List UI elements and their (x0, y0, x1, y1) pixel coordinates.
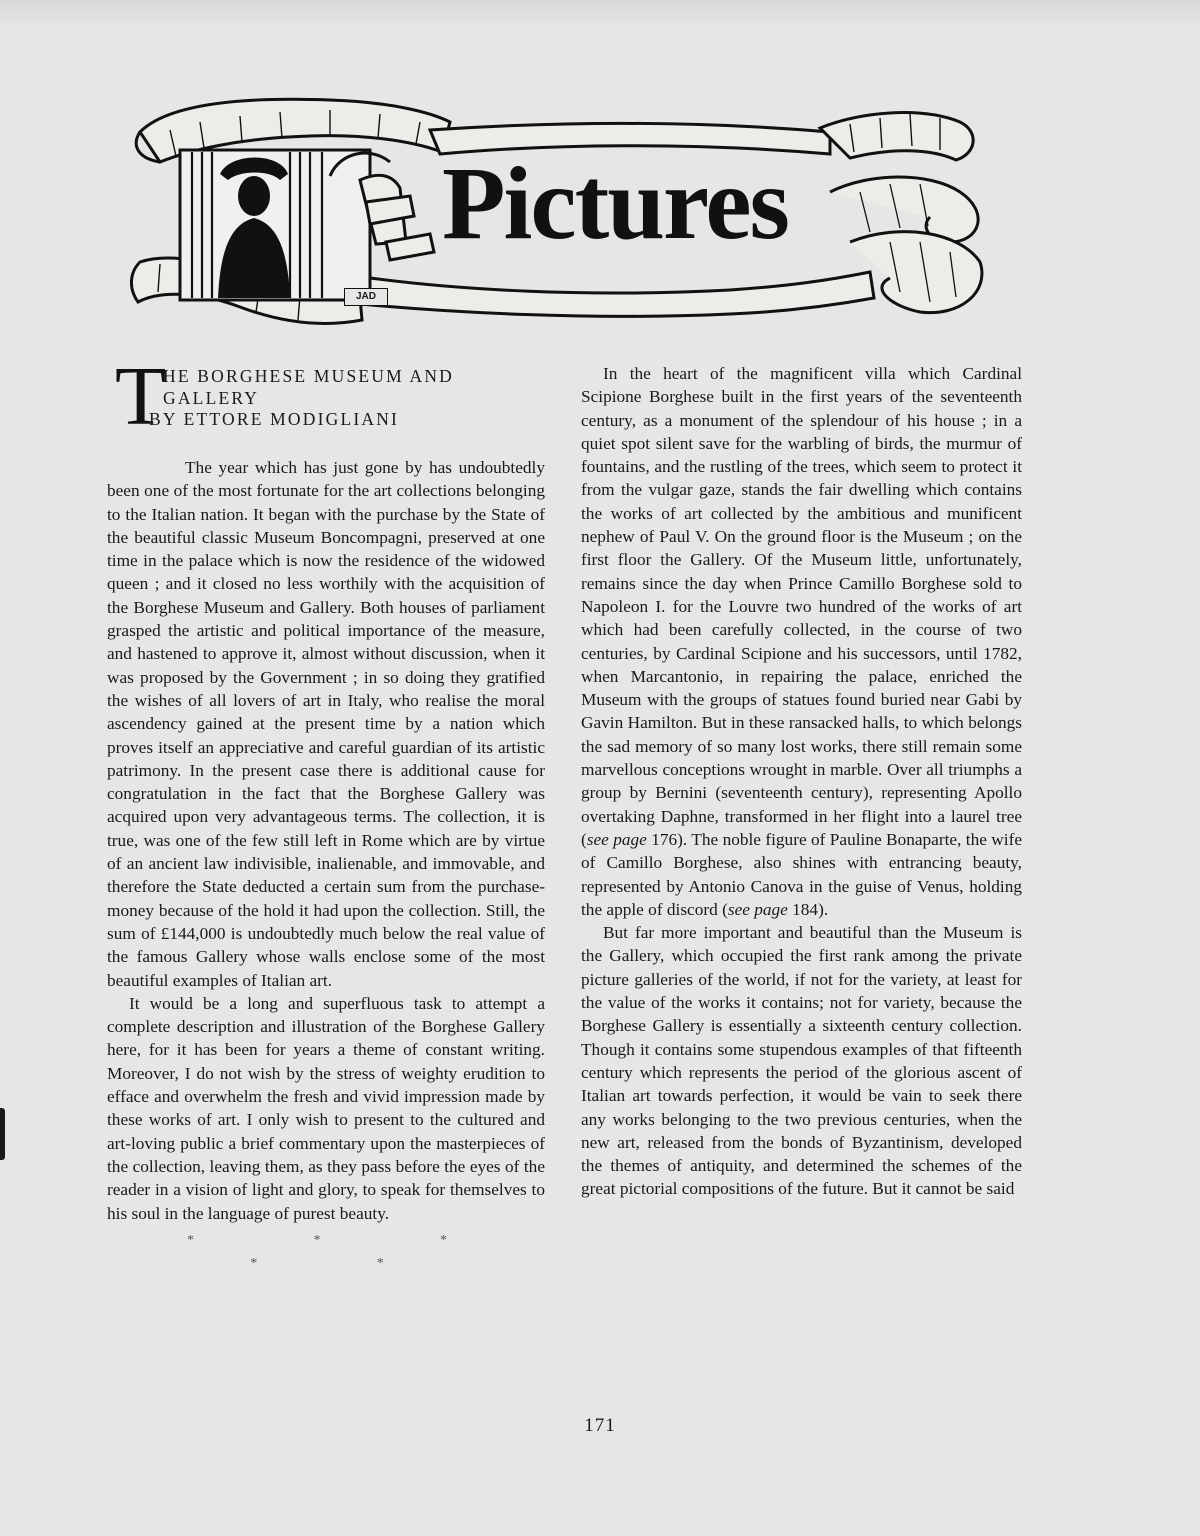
paragraph (581, 362, 1022, 921)
article-heading (107, 350, 545, 452)
page-reference: see page (586, 829, 647, 849)
text-run: In the heart of the magnificent villa which Cardinal Scipione Borghese built in the first years of the seventeenth century, as a monument of the splendour of his house ; in a quiet spot silent save for the warbling of birds, the murmur of fountains, and the rustling of the trees, which seem to protect it from the vulgar gaze, stands the fair dwelling which contains the works of art collected by the ambitious and munificent nephew of Paul V. On the ground floor is the Museum ; on the first floor the Gallery. Of the Museum little, unfortunately, remains since the day when Prince Camillo Borghese sold to Napoleon I. for the Louvre two hundred of the works of art which had been carefully collected, in the course of two centuries, by Cardinal Scipione and his successors, until 1782, when Marcantonio, in repairing the palace, enriched the Museum with the groups of statues found buried near Gabi by Gavin Hamilton. But in these ransacked halls, to which belongs the sad memory of so many lost works, there still remain some marvellous conceptions wrought in marble. Over all triumphs a group by Bernini (seventeenth century), representing Apollo overtaking Daphne, transformed in her flight into a laurel tree ( (581, 364, 1022, 849)
banner-title: Pictures (442, 146, 788, 261)
article-title (149, 366, 454, 431)
paragraph: It would be a long and superfluous task to attempt a complete description and illustration of the Borghese Gallery here, for it has been for years a theme of constant writing. Moreover, I do not wish by the stress of weighty erudition to efface and overwhelm the fresh and vivid impression made by these works of art. I only wish to present to the cultured and art-loving public a brief commentary upon the masterpieces of the collection, leaving them, as they pass before the eyes of the reader in a vision of light and glory, to speak for themselves to his soul in the language of purest beauty. (107, 993, 545, 1223)
pictures-banner (130, 92, 990, 342)
paragraph: But far more important and beautiful than the Museum is the Gallery, which occupied the first rank among the private picture galleries of the world, if not for the variety, at least for the value of the works it contains; not for variety, because the Borghese Gallery is essentially a sixteenth century collection. Though it contains some stupendous examples of that fifteenth century which represents the period of the glorious ascent of Italian art towards perfection, it would be vain to seek there any works belonging to the two previous centuries, when the new art, released from the bonds of Byzantinism, developed the themes of antiquity, and determined the schemes of the great pictorial compositions of the future. But it cannot be said (581, 923, 1022, 1199)
byline: BY ETTORE MODIGLIANI (149, 409, 400, 429)
page-shadow (0, 0, 1200, 30)
paragraph: The year which has just gone by has undoubtedly been one of the most fortunate for the art collections belonging to the Italian nation. It began with the purchase by the State of the beautiful classic Museum Boncompagni, preserved at one time in the palace which is now the residence of the widowed queen ; and it closed no less worthily with the acquisition of the Borghese Museum and Gallery. Both houses of parliament grasped the artistic and political importance of the measure, and hastened to approve it, almost without discussion, when it was proposed by the Government ; in so doing they gratified the wishes of all lovers of art in Italy, who realise the moral ascendency gained at the present time by a nation which proves itself an appreciative and careful guardian of its artistic patrimony. In the present case there is additional cause for congratulation in the fact that the Borghese Gallery was acquired upon very advantageous terms. The collection, it is true, was one of the few still left in Rome which are by virtue of an ancient law indivisible, inalienable, and immovable, and therefore the State deducted a certain sum from the purchase-money because of the hold it had upon the collection. Still, the sum of £144,000 is undoubtedly much below the real value of the famous Gallery whose walls enclose some of the most beautiful examples of Italian art. (107, 458, 545, 990)
page-number: 171 (584, 1415, 616, 1436)
page-reference: see page (727, 899, 788, 919)
title-line-1: HE BORGHESE MUSEUM AND (163, 366, 454, 386)
drop-cap: T (115, 350, 167, 443)
binding-mark (0, 1108, 5, 1160)
section-break: * * * * * (187, 1232, 505, 1272)
artist-monogram: JAD (344, 288, 388, 306)
right-column (581, 362, 1022, 1201)
text-run: 176). The noble figure of Pauline Bonaparte, the wife of Camillo Borghese, also shines with entrancing beauty, represented by Antonio Canova in the guise of Venus, holding the apple of discord ( (581, 829, 1022, 919)
title-line-2: GALLERY (163, 387, 260, 408)
text-run: 184). (787, 899, 829, 919)
left-column (107, 350, 545, 1275)
